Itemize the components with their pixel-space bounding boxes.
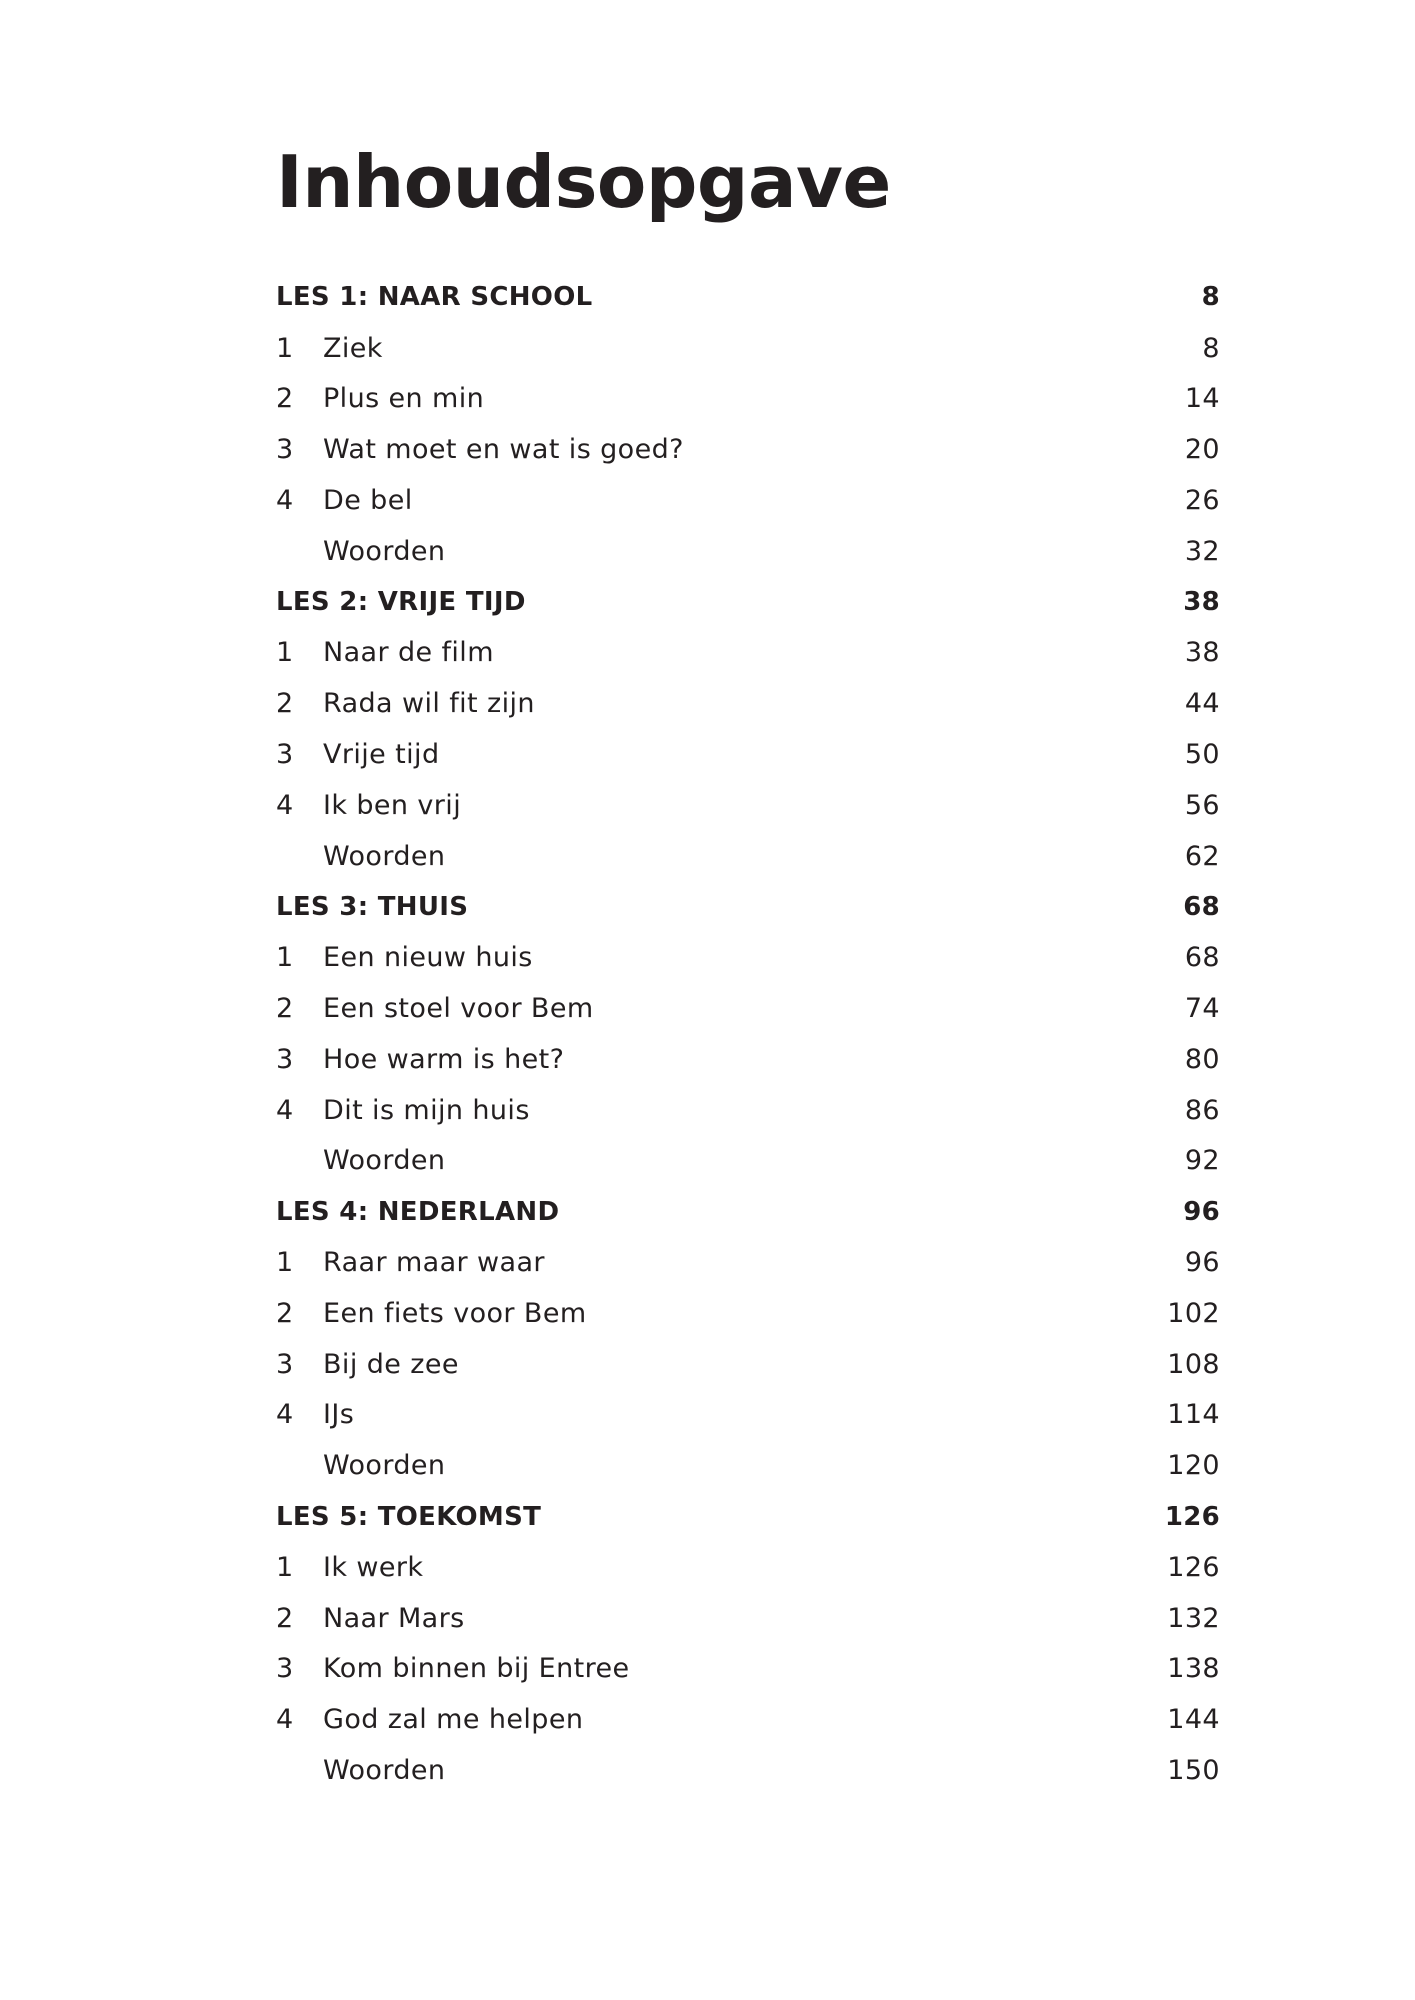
toc-entry[interactable] [276,831,1220,882]
entry-page-number: 120 [1167,1450,1220,1482]
lesson-page-number: 126 [1164,1501,1220,1532]
entry-number: 3 [276,739,294,771]
entry-page-number: 74 [1184,993,1220,1025]
entry-title: Bij de zee [323,1348,459,1380]
entry-title: Wat moet en wat is goed? [323,434,684,466]
entry-title: IJs [323,1399,355,1431]
entry-number: 2 [276,993,294,1025]
entry-title: Ziek [323,332,383,364]
entry-title: Een fiets voor Bem [323,1297,587,1329]
lesson-title: LES 1: NAAR SCHOOL [276,282,593,313]
lesson-page-number: 38 [1183,587,1220,618]
toc-entry[interactable] [276,1339,1220,1390]
entry-title: Een stoel voor Bem [323,993,594,1025]
entry-page-number: 144 [1167,1704,1220,1736]
toc-entry[interactable] [276,475,1220,526]
entry-number: 3 [276,1348,294,1380]
toc-entry[interactable] [276,729,1220,780]
entry-title: Ik werk [323,1551,424,1583]
toc-entry[interactable] [276,424,1220,475]
toc-lesson-heading[interactable] [276,1186,1220,1237]
toc-entry[interactable] [276,374,1220,425]
entry-title: Woorden [323,840,446,872]
entry-number: 1 [276,1247,294,1279]
entry-title: Ik ben vrij [323,789,462,821]
entry-title: God zal me helpen [323,1704,584,1736]
entry-page-number: 108 [1167,1348,1220,1380]
toc-entry[interactable] [276,1694,1220,1745]
entry-page-number: 26 [1184,485,1220,517]
toc-entry[interactable] [276,932,1220,983]
entry-page-number: 20 [1184,434,1220,466]
entry-title: Naar de film [323,637,494,669]
entry-page-number: 132 [1167,1602,1220,1634]
toc-entry[interactable] [276,678,1220,729]
lesson-title: LES 2: VRIJE TIJD [276,587,526,618]
entry-page-number: 92 [1184,1145,1220,1177]
toc-entry[interactable] [276,628,1220,679]
entry-title: Woorden [323,535,446,567]
entry-page-number: 150 [1167,1755,1220,1786]
toc-entry[interactable] [276,983,1220,1034]
entry-title: Kom binnen bij Entree [323,1653,630,1685]
entry-number: 4 [276,1399,294,1431]
entry-page-number: 32 [1184,535,1220,567]
entry-title: Hoe warm is het? [323,1043,565,1075]
entry-page-number: 38 [1184,637,1220,669]
entry-number: 3 [276,1653,294,1685]
entry-page-number: 86 [1184,1094,1220,1126]
entry-page-number: 62 [1184,840,1220,872]
entry-number: 2 [276,1602,294,1634]
lesson-title: LES 3: THUIS [276,891,469,922]
entry-page-number: 8 [1202,332,1220,364]
entry-number: 1 [276,1551,294,1583]
page-title: Inhoudsopgave [276,140,891,224]
table-of-contents [276,272,1220,1796]
lesson-page-number: 96 [1183,1196,1220,1227]
lesson-title: LES 4: NEDERLAND [276,1196,560,1227]
entry-number: 1 [276,637,294,669]
entry-page-number: 68 [1184,942,1220,974]
entry-title: Vrije tijd [323,739,440,771]
entry-number: 2 [276,1297,294,1329]
toc-entry[interactable] [276,1644,1220,1695]
toc-lesson-heading[interactable] [276,882,1220,933]
toc-entry[interactable] [276,1288,1220,1339]
entry-title: Raar maar waar [323,1247,545,1279]
toc-entry[interactable] [276,1034,1220,1085]
entry-page-number: 96 [1184,1247,1220,1279]
entry-number: 2 [276,688,294,720]
entry-number: 4 [276,485,294,517]
toc-entry[interactable] [276,1390,1220,1441]
toc-entry[interactable] [276,1440,1220,1491]
entry-number: 3 [276,1043,294,1075]
entry-title: Woorden [323,1145,446,1177]
entry-page-number: 56 [1184,789,1220,821]
entry-title: Plus en min [323,383,485,415]
entry-title: De bel [323,485,413,517]
toc-lesson-heading[interactable] [276,577,1220,628]
lesson-page-number: 68 [1183,891,1220,922]
entry-page-number: 138 [1167,1653,1220,1685]
toc-lesson-heading[interactable] [276,272,1220,323]
entry-page-number: 126 [1167,1551,1220,1583]
toc-entry[interactable] [276,780,1220,831]
toc-lesson-heading[interactable] [276,1491,1220,1542]
entry-title: Woorden [323,1755,446,1786]
entry-page-number: 44 [1184,688,1220,720]
lesson-title: LES 5: TOEKOMST [276,1501,542,1532]
entry-page-number: 102 [1167,1297,1220,1329]
entry-title: Rada wil fit zijn [323,688,535,720]
entry-page-number: 14 [1184,383,1220,415]
entry-page-number: 50 [1184,739,1220,771]
entry-number: 4 [276,789,294,821]
lesson-page-number: 8 [1201,282,1220,313]
toc-entry[interactable] [276,1542,1220,1593]
toc-entry[interactable] [276,1745,1220,1796]
entry-number: 2 [276,383,294,415]
entry-number: 4 [276,1704,294,1736]
toc-entry[interactable] [276,1237,1220,1288]
entry-number: 1 [276,332,294,364]
entry-title: Woorden [323,1450,446,1482]
toc-entry[interactable] [276,1593,1220,1644]
entry-page-number: 80 [1184,1043,1220,1075]
toc-entry[interactable] [276,526,1220,577]
entry-title: Naar Mars [323,1602,465,1634]
entry-title: Dit is mijn huis [323,1094,530,1126]
toc-entry[interactable] [276,1085,1220,1136]
entry-number: 4 [276,1094,294,1126]
entry-number: 3 [276,434,294,466]
toc-entry[interactable] [276,323,1220,374]
entry-title: Een nieuw huis [323,942,533,974]
entry-number: 1 [276,942,294,974]
toc-entry[interactable] [276,1136,1220,1187]
entry-page-number: 114 [1167,1399,1220,1431]
